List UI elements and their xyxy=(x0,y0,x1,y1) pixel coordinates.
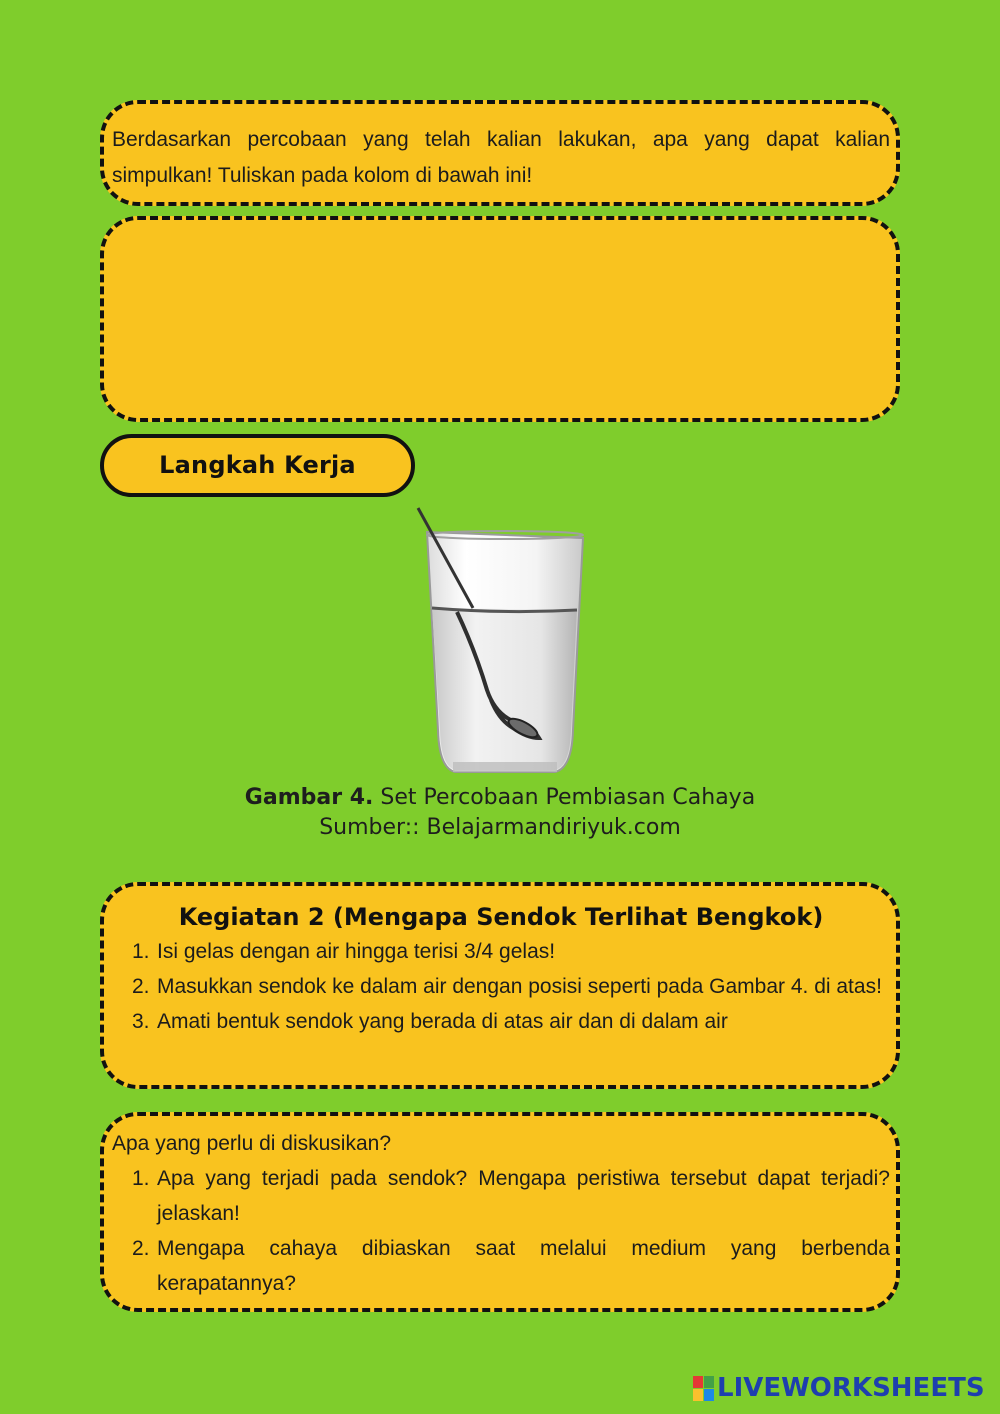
list-item xyxy=(112,1231,890,1301)
list-item xyxy=(112,969,890,1004)
list-item xyxy=(112,1004,890,1039)
list-text: Apa yang terjadi pada sendok? Mengapa peristiwa tersebut dapat terjadi? jelaskan! xyxy=(157,1167,890,1225)
logo-tile-v xyxy=(693,1389,703,1401)
logo-tile-i xyxy=(704,1376,714,1388)
activity-steps xyxy=(112,934,890,1039)
list-item xyxy=(112,934,890,969)
activity-title: Kegiatan 2 (Mengapa Sendok Terlihat Bengkok) xyxy=(178,903,824,931)
list-number: 2. xyxy=(132,975,150,998)
intro-box xyxy=(100,100,900,206)
logo-tile-l xyxy=(693,1376,703,1388)
figure-caption-label: Gambar 4. xyxy=(244,785,374,810)
list-number: 2. xyxy=(132,1237,150,1260)
intro-text: Berdasarkan percobaan yang telah kalian lakukan, apa yang dapat kalian simpulkan! Tuliskan pada kolom di bawah ini! xyxy=(112,128,890,187)
list-number: 1. xyxy=(132,1167,150,1190)
list-number: 1. xyxy=(132,940,150,963)
liveworksheets-logo xyxy=(693,1373,985,1403)
list-text: Amati bentuk sendok yang berada di atas air dan di dalam air xyxy=(157,1010,728,1033)
discussion-questions xyxy=(112,1161,890,1301)
list-text: Isi gelas dengan air hingga terisi 3/4 gelas! xyxy=(157,940,556,963)
logo-tile-e xyxy=(704,1389,714,1401)
figure-source: Sumber:: Belajarmandiriyuk.com xyxy=(319,815,681,840)
figure-caption xyxy=(0,785,1000,810)
discussion-heading: Apa yang perlu di diskusikan? xyxy=(112,1132,392,1155)
liveworksheets-logo-icon xyxy=(693,1376,714,1401)
discussion-box xyxy=(100,1112,900,1312)
activity-box xyxy=(100,882,900,1089)
list-text: Mengapa cahaya dibiaskan saat melalui medium yang berbenda kerapatannya? xyxy=(157,1237,890,1295)
list-text: Masukkan sendok ke dalam air dengan posisi seperti pada Gambar 4. di atas! xyxy=(157,975,882,998)
brand-name: LIVEWORKSHEETS xyxy=(717,1373,985,1403)
figure-caption-text: Set Percobaan Pembiasan Cahaya xyxy=(373,785,756,810)
section-label-langkah-kerja: Langkah Kerja xyxy=(100,434,415,497)
answer-box[interactable] xyxy=(100,216,900,422)
list-number: 3. xyxy=(132,1010,150,1033)
glass-spoon-illustration xyxy=(405,500,595,780)
answer-input[interactable] xyxy=(128,240,876,402)
list-item xyxy=(112,1161,890,1231)
